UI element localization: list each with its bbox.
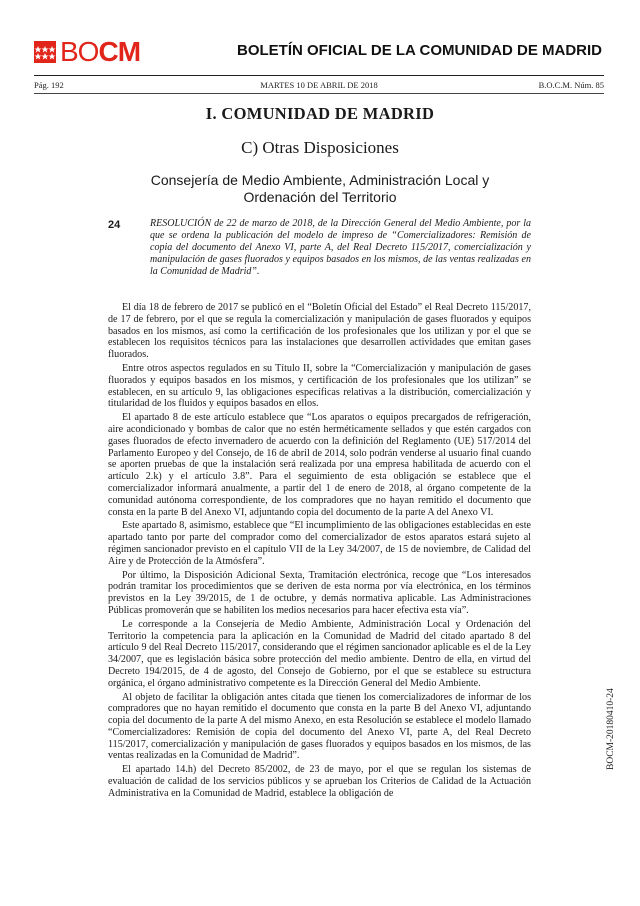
section-title: I. COMUNIDAD DE MADRID: [205, 104, 435, 123]
madrid-stars-icon: [34, 41, 56, 63]
section-subtitle: C) Otras Disposiciones: [241, 138, 399, 157]
department-heading: Consejería de Medio Ambiente, Administración Local y Ordenación del Territorio: [150, 172, 490, 205]
paragraph: Por último, la Disposición Adicional Sexta, Tramitación electrónica, recoge que “Los interesados podrán tramitar los procedimientos que se deriven de esta norma por vía electrónica, en los términos previstos en la Ley 39/2015, de 1 de octubre, y demás normativa aplicable. Las Administraciones Públicas promoverán que se habiliten los medios necesarios para hacer efectiva esta vía”.: [108, 569, 531, 616]
logo-wordmark: BOCM: [60, 36, 141, 67]
paragraph: Entre otros aspectos regulados en su Título II, sobre la “Comercialización y manipulación de gases fluorados y equipos basados en los mismos, y certificación de los profesionales que los utilizan” se establecen, en su artículo 9, las obligaciones específicas relativas a la distribución, comercialización y titularidad de los fluidos y equipos basados en ellos.: [108, 362, 531, 410]
paragraph: El día 18 de febrero de 2017 se publicó en el “Boletín Oficial del Estado” el Real Decreto 115/2017, de 17 de febrero, por el que se regula la comercialización y manipulación de gases fluorados y equipos basados en los mismos, así como la certificación de los profesionales que los utilizan y por el que se establecen los requisitos técnicos para las instalaciones que desarrollen actividades que emitan gases fluorados.: [108, 302, 531, 361]
running-header: [34, 79, 604, 91]
bocm-logo: [34, 38, 140, 66]
header-rule-thin: [34, 93, 604, 94]
paragraph: Le corresponde a la Consejería de Medio Ambiente, Administración Local y Ordenación del Territorio la competencia para la aplicación en la Comunidad de Madrid del citado apartado 8 del artículo 9 del Real Decreto 115/2017, considerando que el régimen sancionador aplicable es el de la Ley 34/2007, que es legislación básica sobre protección del medio ambiente. Dentro de ella, en virtud del Decreto 194/2015, de 4 de agosto, del Consejo de Gobierno, por el que se establece su estructura orgánica, el órgano administrativo competente es la Dirección General del Medio Ambiente.: [108, 618, 531, 689]
masthead-title: BOLETÍN OFICIAL DE LA COMUNIDAD DE MADRID: [237, 42, 602, 59]
paragraph: El apartado 14.h) del Decreto 85/2002, de 23 de mayo, por el que se regulan los sistemas de evaluación de calidad de los servicios públicos y se aprueban los Criterios de Calidad de la Actuación Administrativa en la Comunidad de Madrid, establece la obligación de: [108, 764, 531, 799]
header-rule: [34, 75, 604, 76]
document-code: BOCM-20180410-24: [606, 688, 616, 770]
issue-date: MARTES 10 DE ABRIL DE 2018: [260, 80, 378, 90]
document-body: [108, 302, 531, 802]
paragraph: El apartado 8 de este artículo establece que “Los aparatos o equipos precargados de refrigeración, aire acondicionado y bombas de calor que no estén herméticamente sellados y que estén cargados con gases fluorados de efecto invernadero de acuerdo con la definición del Reglamento (UE) 517/2014 del Parlamento Europeo y del Consejo, de 16 de abril de 2014, solo podrán venderse al usuario final cuando se aporten pruebas de que la instalación será realizada por una empresa habilitada de acuerdo con el artículo 2.k) y el artículo 3.8”. Para el seguimiento de esta obligación se establece que el comercializador informará anualmente, a partir del 1 de enero de 2018, al órgano competente de la comunidad autónoma correspondiente, de los compradores que no hayan remitido el documento que consta en la parte B del Anexo VI, adjuntando copia del documento de la parte A del Anexo VI.: [108, 412, 531, 518]
page-number: Pág. 192: [34, 80, 64, 90]
entry-summary: RESOLUCIÓN de 22 de marzo de 2018, de la Dirección General del Medio Ambiente, por la que se ordena la publicación del modelo de impreso de “Comercializadores: Remisión de copia del documento del Anexo VI, parte A, del Real Decreto 115/2017, comercialización y manipulación de gases fluorados y equipos basados en los mismos, de las ventas realizadas en la Comunidad de Madrid”.: [150, 218, 531, 278]
issue-number: B.O.C.M. Núm. 85: [538, 80, 604, 90]
bocm-logo-icon: [34, 41, 56, 63]
paragraph: Este apartado 8, asimismo, establece que “El incumplimiento de las obligaciones establecidas en este apartado tanto por parte del comprador como del comercializador de estos aparatos estará sujeto al régimen sancionador previsto en el capítulo VII de la Ley 34/2007, de 15 de noviembre, de Calidad del Aire y de Protección de la Atmósfera”.: [108, 520, 531, 567]
entry-number: 24: [108, 219, 121, 231]
paragraph: Al objeto de facilitar la obligación antes citada que tienen los comercializadores de informar de los compradores que no hayan remitido el documento que consta en la parte B del Anexo VI, adjuntando copia del documento de la parte A del mismo Anexo, en esta Resolución se establece el modelo llamado “Comercializadores: Remisión de copia del documento del Anexo VI, parte A, del Real Decreto 115/2017, comercialización y manipulación de gases fluorados y equipos basados en los mismos, de las ventas realizadas en la Comunidad de Madrid”.: [108, 691, 531, 762]
